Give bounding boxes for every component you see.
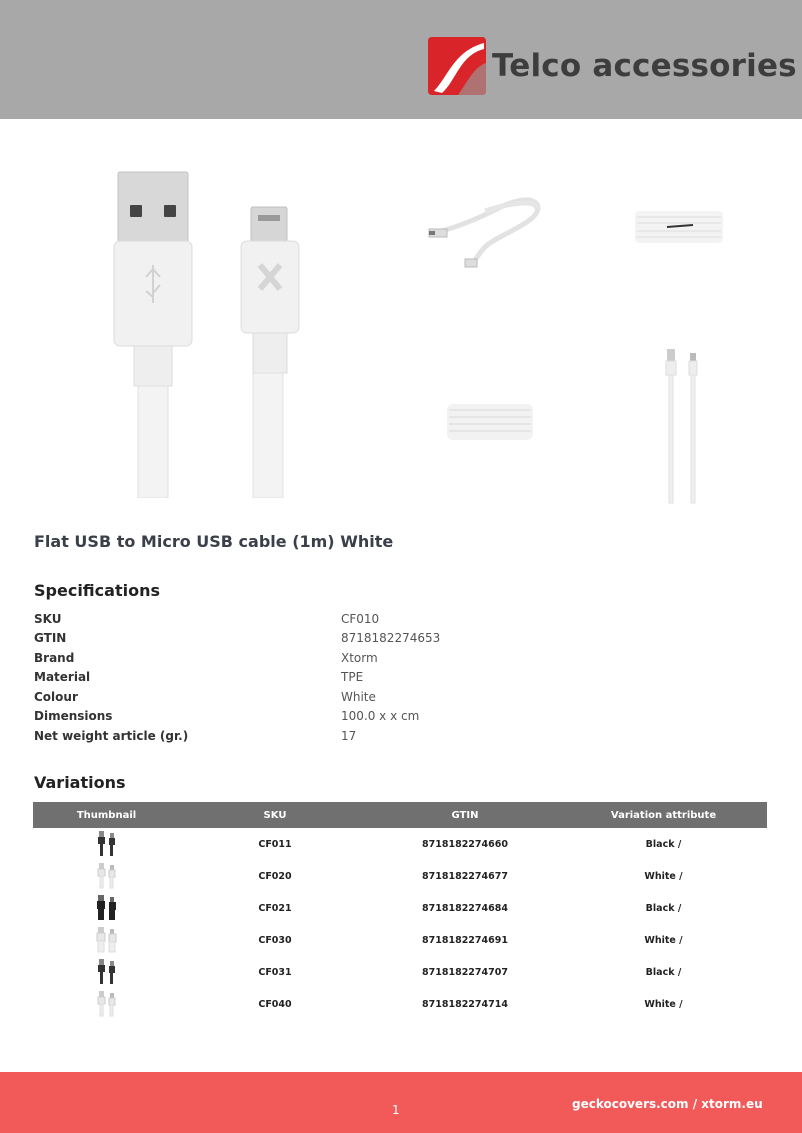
specifications-heading: Specifications [34, 581, 160, 600]
spec-value: 17 [341, 729, 357, 743]
thumbnail-cell [33, 956, 180, 988]
page-header [0, 0, 802, 119]
page-number: 1 [392, 1103, 400, 1117]
variations-heading: Variations [34, 773, 126, 792]
thumbnail-cell [33, 892, 180, 924]
table-row [33, 860, 767, 892]
spec-value: TPE [341, 670, 364, 684]
table-row [33, 988, 767, 1020]
gtin-cell: 8718182274660 [422, 838, 508, 850]
thumbnail-cell [33, 988, 180, 1020]
spec-label: Net weight article (gr.) [34, 729, 189, 743]
spec-label: Colour [34, 690, 78, 704]
spec-row-material [34, 670, 554, 689]
cable-bundle-image [445, 400, 535, 444]
attribute-cell: White / [644, 998, 683, 1010]
table-row [33, 828, 767, 860]
page-footer [0, 1072, 802, 1133]
table-row [33, 956, 767, 988]
white-cable-thumbnail [95, 989, 119, 1017]
variations-table [33, 802, 767, 1020]
white-cable-thumbnail [95, 925, 119, 953]
sku-cell: CF020 [258, 870, 292, 882]
column-header-variation-attribute: Variation attribute [560, 802, 767, 828]
telco-logo-icon [428, 37, 486, 95]
spec-row-net-weight [34, 729, 554, 748]
spec-value: 8718182274653 [341, 631, 441, 645]
brand-name: Telco accessories [492, 48, 797, 84]
cable-straight-image [660, 345, 708, 505]
spec-value: White [341, 690, 376, 704]
brand-logo [428, 37, 797, 95]
gtin-cell: 8718182274707 [422, 966, 508, 978]
gtin-cell: 8718182274714 [422, 998, 508, 1010]
black-cable-thumbnail [95, 893, 119, 921]
column-header-thumbnail: Thumbnail [33, 802, 180, 828]
cable-wound-image [633, 205, 725, 249]
footer-website-link[interactable]: geckocovers.com / xtorm.eu [572, 1097, 763, 1111]
sku-cell: CF021 [258, 902, 292, 914]
spec-row-sku [34, 612, 554, 631]
table-row [33, 892, 767, 924]
spec-label: GTIN [34, 631, 67, 645]
gtin-cell: 8718182274677 [422, 870, 508, 882]
attribute-cell: White / [644, 870, 683, 882]
thumbnail-cell [33, 860, 180, 892]
table-header-row [33, 802, 767, 828]
white-cable-thumbnail [95, 861, 119, 889]
attribute-cell: Black / [645, 838, 682, 850]
thumbnail-cell [33, 924, 180, 956]
gtin-cell: 8718182274691 [422, 934, 508, 946]
column-header-gtin: GTIN [370, 802, 560, 828]
cable-coiled-image [425, 185, 545, 270]
black-cable-thumbnail [95, 957, 119, 985]
attribute-cell: Black / [645, 966, 682, 978]
gtin-cell: 8718182274684 [422, 902, 508, 914]
sku-cell: CF011 [258, 838, 292, 850]
hero-product-image [110, 165, 310, 498]
spec-label: Dimensions [34, 709, 113, 723]
spec-row-gtin [34, 631, 554, 650]
spec-value: 100.0 x x cm [341, 709, 420, 723]
black-cable-thumbnail [95, 829, 119, 857]
column-header-sku: SKU [180, 802, 370, 828]
sku-cell: CF030 [258, 934, 292, 946]
sku-cell: CF031 [258, 966, 292, 978]
thumbnail-cell [33, 828, 180, 860]
spec-value: Xtorm [341, 651, 378, 665]
attribute-cell: White / [644, 934, 683, 946]
spec-label: Brand [34, 651, 75, 665]
spec-value: CF010 [341, 612, 380, 626]
sku-cell: CF040 [258, 998, 292, 1010]
spec-label: SKU [34, 612, 62, 626]
product-title: Flat USB to Micro USB cable (1m) White [34, 532, 394, 551]
spec-row-dimensions [34, 709, 554, 728]
table-row [33, 924, 767, 956]
spec-row-brand [34, 651, 554, 670]
spec-row-colour [34, 690, 554, 709]
attribute-cell: Black / [645, 902, 682, 914]
spec-label: Material [34, 670, 91, 684]
